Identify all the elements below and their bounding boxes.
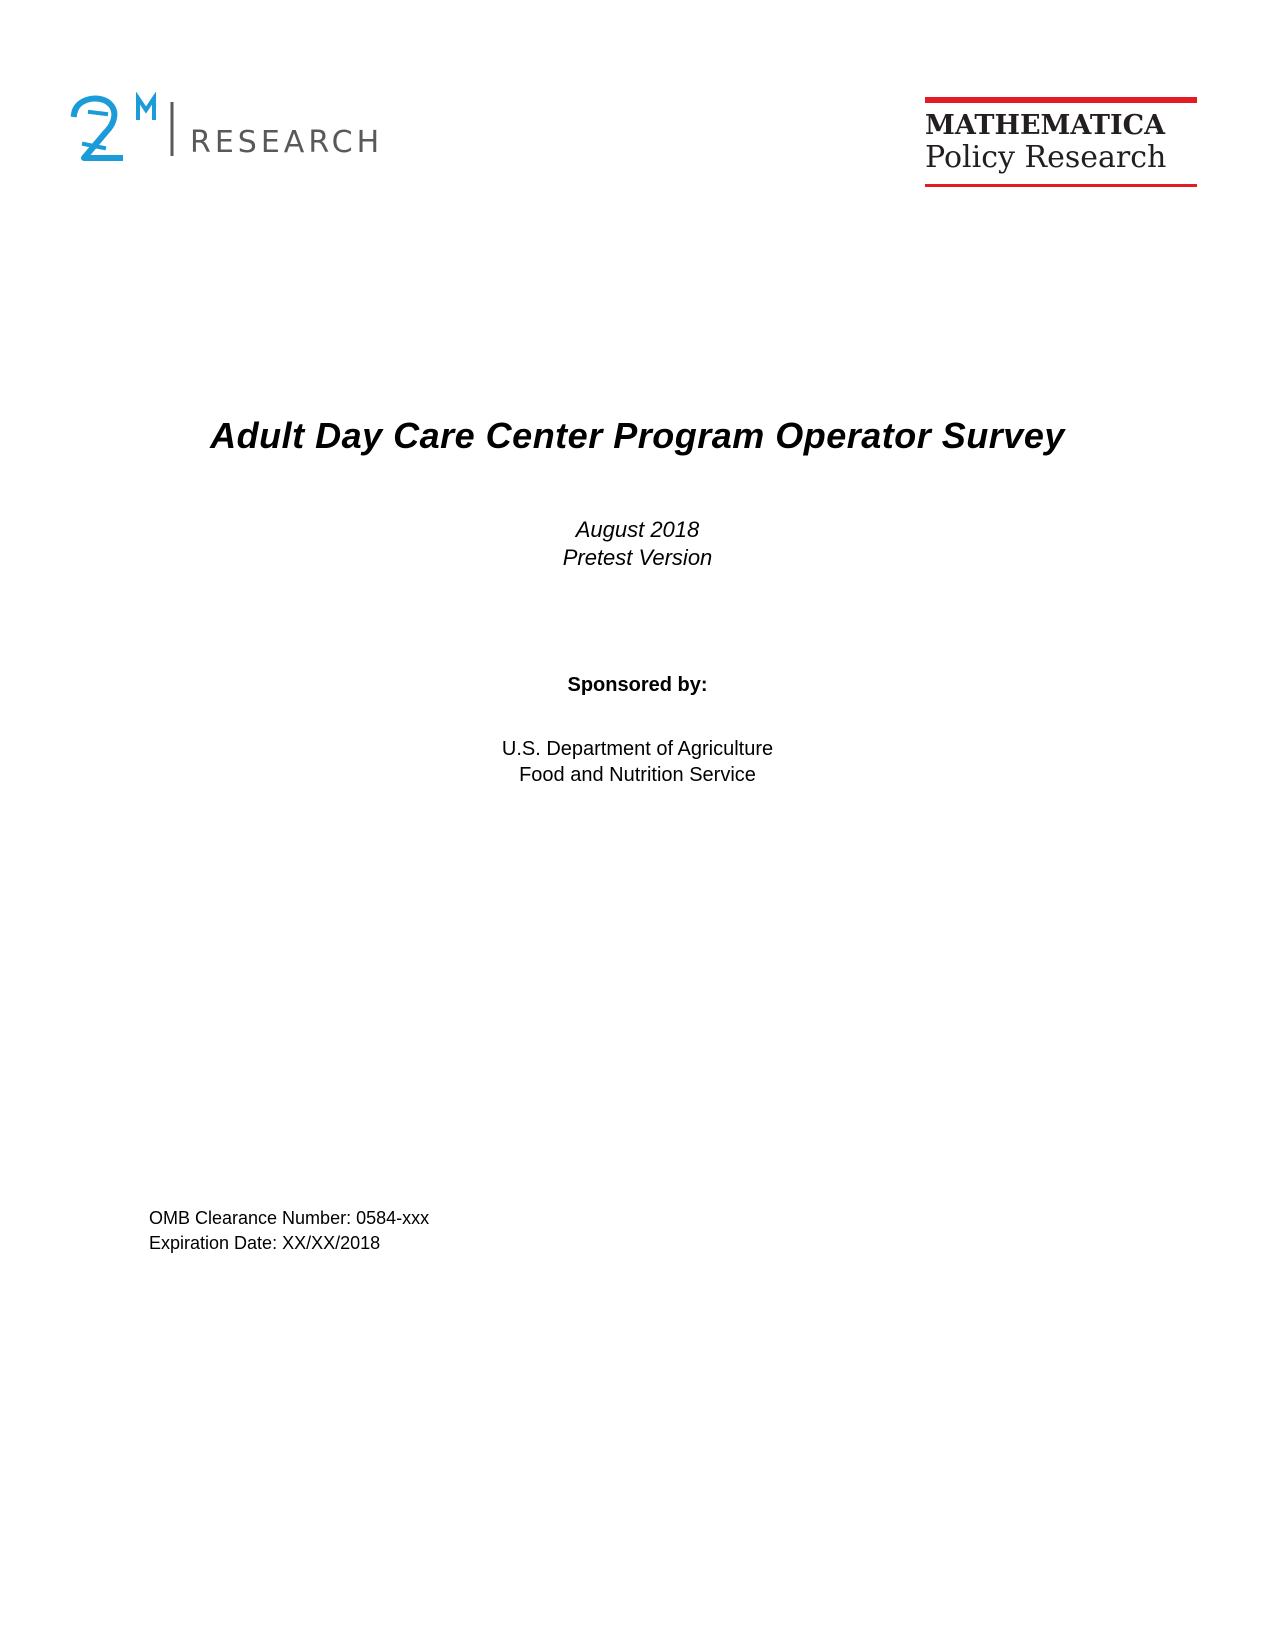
2m-logo-wordmark: RESEARCH [190, 125, 384, 160]
mathematica-logo-line2: Policy Research [925, 140, 1167, 175]
mathematica-logo [925, 97, 1197, 187]
mathematica-logo-line1: MATHEMATICA [925, 110, 1166, 141]
2m-logo-mark-icon [70, 92, 180, 172]
sponsor-heading: Sponsored by: [567, 674, 708, 696]
2m-research-logo [70, 92, 384, 172]
mathematica-logo-bottom-bar [925, 184, 1197, 187]
sponsor-department: U.S. Department of Agriculture [501, 738, 774, 760]
document-title: Adult Day Care Center Program Operator Survey [210, 415, 1065, 456]
expiration-date: Expiration Date: XX/XX/2018 [149, 1233, 381, 1253]
document-version: Pretest Version [562, 545, 713, 570]
sponsor-agency: Food and Nutrition Service [519, 764, 756, 786]
document-date: August 2018 [575, 517, 700, 542]
mathematica-logo-top-bar [925, 97, 1197, 103]
omb-clearance-number: OMB Clearance Number: 0584-xxx [149, 1208, 430, 1228]
